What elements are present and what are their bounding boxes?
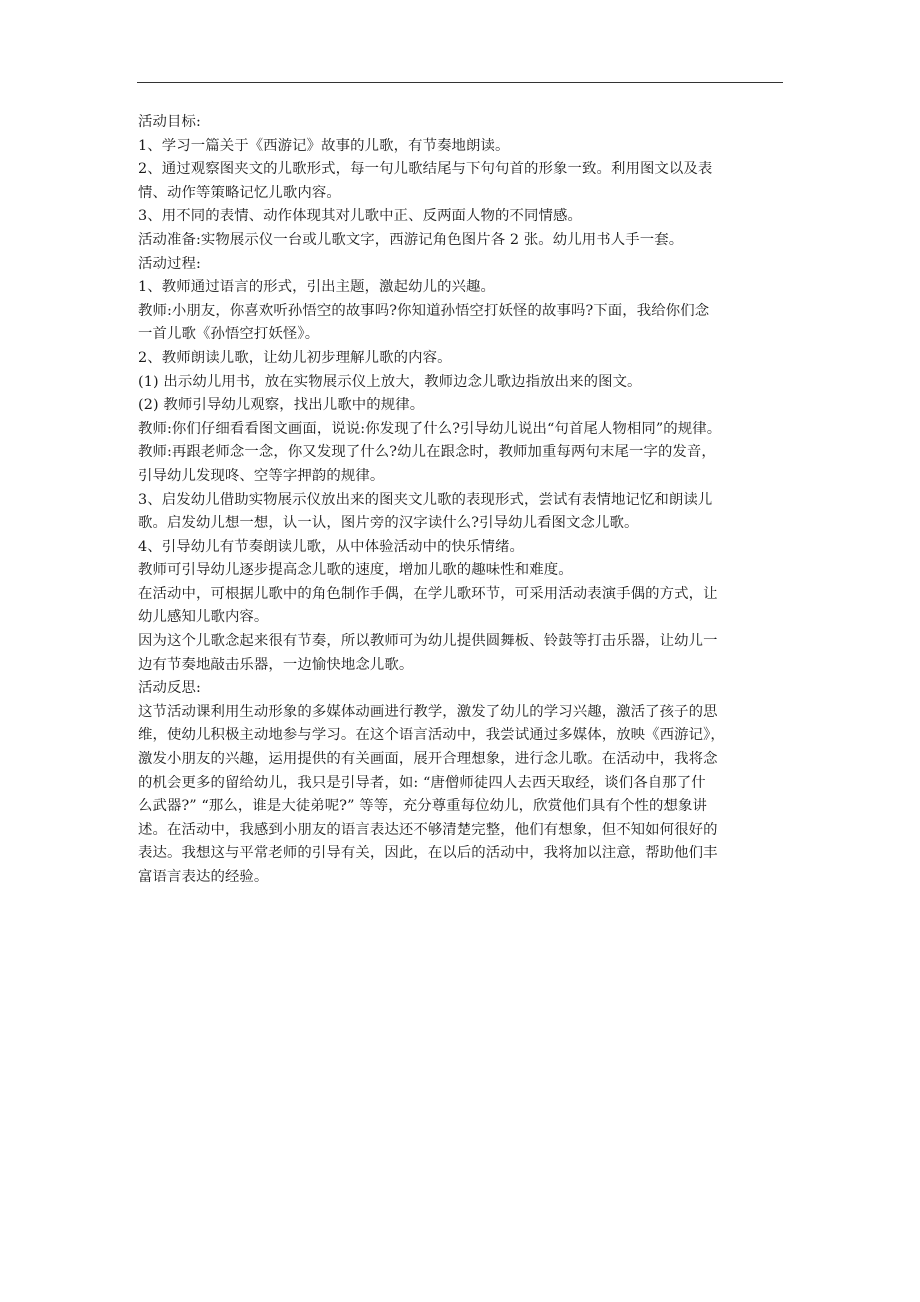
text-line: 边有节奏地敲击乐器，一边愉快地念儿歌。 [138, 656, 414, 673]
text-line: (2) 教师引导幼儿观察，找出儿歌中的规律。 [138, 397, 425, 414]
text-line: 述。在活动中，我感到小朋友的语言表达还不够清楚完整，他们有想象，但不知如何很好的 [138, 821, 718, 838]
text-line: 活动目标: [138, 114, 201, 130]
text-line: 1、教师通过语言的形式，引出主题，激起幼儿的兴趣。 [138, 279, 496, 296]
text-line: 富语言表达的经验。 [138, 869, 269, 885]
text-line: 活动过程: [138, 255, 201, 272]
text-line: 1、学习一篇关于《西游记》故事的儿歌，有节奏地朗读。 [138, 137, 510, 154]
document-body [138, 111, 788, 890]
text-line: 3、启发幼儿借助实物展示仪放出来的图夹文儿歌的表现形式，尝试有表情地记忆和朗读儿 [138, 491, 713, 508]
text-line: 教师:小朋友，你喜欢听孙悟空的故事吗?你知道孙悟空打妖怪的故事吗?下面，我给你们念 [138, 302, 710, 319]
text-line: 这节活动课利用生动形象的多媒体动画进行教学，激发了幼儿的学习兴趣，激活了孩子的思 [138, 703, 718, 720]
text-line: 歌。启发幼儿想一想，认一认，图片旁的汉字读什么?引导幼儿看图文念儿歌。 [138, 515, 639, 532]
text-line: 教师:再跟老师念一念，你又发现了什么?幼儿在跟念时，教师加重每两句末尾一字的发音， [138, 444, 716, 461]
text-line: 维，使幼儿积极主动地参与学习。在这个语言活动中，我尝试通过多媒体，放映《西游记》， [138, 727, 725, 744]
text-line: 2、教师朗读儿歌，让幼儿初步理解儿歌的内容。 [138, 349, 452, 366]
text-line: 激发小朋友的兴趣，运用提供的有关画面，展开合理想象，进行念儿歌。在活动中，我将念 [138, 751, 718, 768]
text-line: 情、动作等策略记忆儿歌内容。 [138, 184, 341, 201]
text-line: 表达。我想这与平常老师的引导有关，因此，在以后的活动中，我将加以注意，帮助他们丰 [138, 845, 718, 862]
text-line: 的机会更多的留给幼儿，我只是引导者，如: “唐僧师徒四人去西天取经，谈们各自那了什 [138, 774, 706, 791]
text-line: 活动反思: [138, 680, 201, 697]
text-line: 活动准备:实物展示仪一台或儿歌文字，西游记角色图片各 2 张。幼儿用书人手一套。 [138, 231, 684, 248]
text-line: 在活动中，可根据儿歌中的角色制作手偶，在学儿歌环节，可采用活动表演手偶的方式，让 [138, 585, 718, 602]
text-line: 幼儿感知儿歌内容。 [138, 609, 269, 626]
text-line: 3、用不同的表情、动作体现其对儿歌中正、反两面人物的不同情感。 [138, 208, 582, 225]
text-line: (1) 出示幼儿用书，放在实物展示仪上放大，教师边念儿歌边指放出来的图文。 [138, 373, 642, 390]
header-rule [137, 82, 783, 83]
text-line: 么武器?” “那么，谁是大徒弟呢?” 等等，充分尊重每位幼儿，欣赏他们具有个性的想象讲 [138, 798, 708, 815]
text-line: 因为这个儿歌念起来很有节奏，所以教师可为幼儿提供圆舞板、铃鼓等打击乐器，让幼儿一 [138, 633, 718, 650]
text-line: 教师可引导幼儿逐步提高念儿歌的速度，增加儿歌的趣味性和难度。 [138, 562, 573, 579]
text-line: 引导幼儿发现咚、空等字押韵的规律。 [138, 467, 385, 484]
text-line: 2、通过观察图夹文的儿歌形式，每一句儿歌结尾与下句句首的形象一致。利用图文以及表 [138, 161, 713, 178]
text-line: 一首儿歌《孙悟空打妖怪》。 [138, 326, 320, 343]
text-line: 4、引导幼儿有节奏朗读儿歌，从中体验活动中的快乐情绪。 [138, 538, 525, 555]
text-line: 教师:你们仔细看看图文画面，说说:你发现了什么?引导幼儿说出“句首尾人物相同”的规律。 [138, 420, 722, 437]
